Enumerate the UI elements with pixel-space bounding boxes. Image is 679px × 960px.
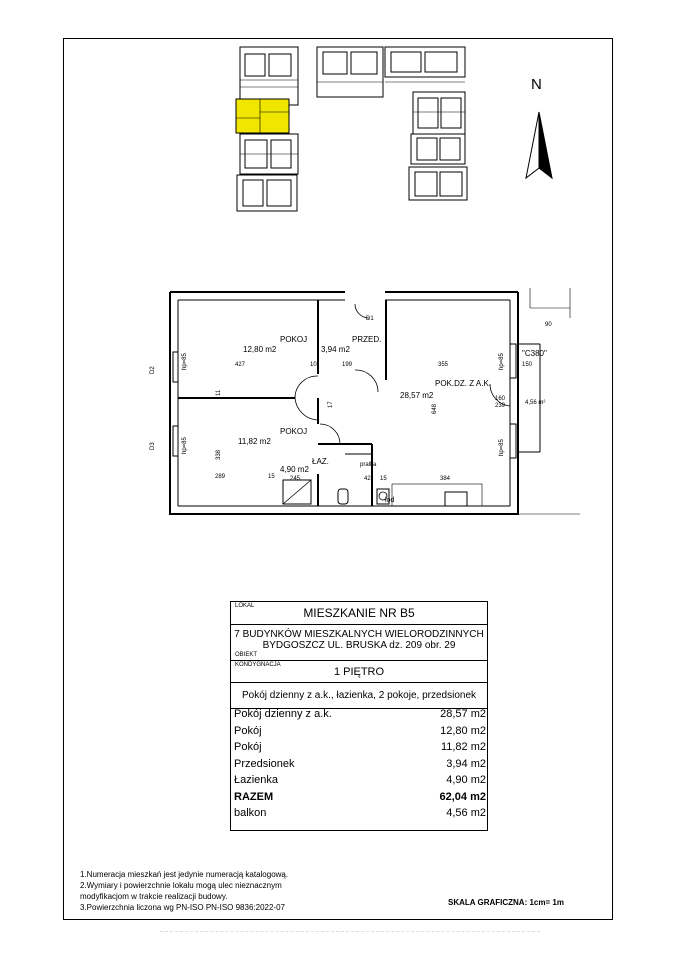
dim-355: 355 <box>438 362 449 368</box>
row-value: 28,57 m2 <box>440 708 486 720</box>
dim-239: 239 <box>495 403 506 409</box>
room-label-pokoj-2: POKOJ <box>280 427 308 436</box>
row-value: 4,90 m2 <box>446 774 486 786</box>
object-line-2: BYDGOSZCZ UL. BRUSKA dz. 209 obr. 29 <box>262 640 456 651</box>
row-label: Przedsionek <box>234 757 295 770</box>
row-label: balkon <box>234 807 267 819</box>
kondygnacja-label: KONDYGNACJA <box>235 662 281 668</box>
row-label: Łazienka <box>234 774 279 786</box>
balcony-area: 4,56 m² <box>525 400 546 406</box>
apartment-number: MIESZKANIE NR B5 <box>303 606 415 620</box>
dim-10: 10 <box>310 362 317 368</box>
room-area-przed: 3,94 m2 <box>321 345 350 354</box>
table-row <box>230 741 488 758</box>
object-line-1: 7 BUDYNKÓW MIESZKALNYCH WIELORODZINNYCH <box>234 629 484 640</box>
dim-648: 648 <box>432 403 438 414</box>
row-value: 62,04 m2 <box>439 790 486 803</box>
row-label: Pokój dzienny z a.k. <box>234 708 332 720</box>
dim-245: 245 <box>290 476 301 482</box>
note-line: 2.Wymiary i powierzchnie lokalu mogą ulec nieznacznym <box>80 881 282 890</box>
dim-160: 160 <box>495 396 506 402</box>
note-line: 3.Powierzchnia liczona wg PN-ISO PN-ISO 9836:2022-07 <box>80 903 285 912</box>
dim-199: 199 <box>342 362 353 368</box>
highlighted-apartment <box>236 99 289 133</box>
footer-rule <box>160 931 540 932</box>
room-area-dzienny: 28,57 m2 <box>400 391 434 400</box>
apartment-description: Pokój dzienny z a.k., łazienka, 2 pokoje, przedsionek <box>241 690 477 701</box>
note-line: modyfikacjom w trakcie realizacji budowy. <box>80 892 228 901</box>
table-row <box>230 758 488 775</box>
row-value: 4,56 m2 <box>446 807 486 819</box>
dim-11: 11 <box>216 389 222 396</box>
table-row <box>230 774 488 791</box>
dim-427: 427 <box>235 362 246 368</box>
dim-17: 17 <box>328 401 334 408</box>
balcony-label: "C380" <box>522 349 547 358</box>
table-row <box>230 708 488 725</box>
door-tag-d3: D3 <box>150 442 156 450</box>
label-lod: lod <box>385 497 395 504</box>
table-row <box>230 807 488 824</box>
dim-15-left: 15 <box>268 474 275 480</box>
dim-289: 289 <box>215 474 226 480</box>
site-key-plan <box>225 42 475 214</box>
row-label: Pokój <box>234 741 262 753</box>
floor-value: 1 PIĘTRO <box>333 666 385 678</box>
room-area-pokoj-1: 12,80 m2 <box>243 345 277 354</box>
row-value: 12,80 m2 <box>440 724 486 737</box>
dim-hp85-3: hp=85 <box>499 353 505 370</box>
floor-plan <box>140 284 580 524</box>
dim-hp85-2: hp=85 <box>182 437 188 454</box>
row-value: 11,82 m2 <box>440 741 486 753</box>
dim-hp85-4: hp=85 <box>499 439 505 456</box>
obiekt-label: OBIEKT <box>235 652 258 658</box>
room-label-pokoj-1: POKOJ <box>280 335 308 344</box>
room-label-dzienny: POK.DZ. Z A.K. <box>435 379 492 388</box>
room-area-laz: 4,90 m2 <box>280 465 309 474</box>
label-pralka: pralka <box>360 462 377 468</box>
row-label: RAZEM <box>234 790 274 803</box>
door-tag-d2: D2 <box>150 366 156 374</box>
lokal-label: LOKAL <box>235 603 255 609</box>
notes <box>80 869 288 913</box>
north-label: N <box>531 76 542 93</box>
room-area-pokoj-2: 11,82 m2 <box>238 437 271 446</box>
north-arrow-icon <box>522 110 556 182</box>
room-label-laz: ŁAZ. <box>312 457 329 466</box>
room-label-przed: PRZED. <box>352 335 382 344</box>
table-row-total <box>230 791 488 808</box>
dim-hp85-1: hp=85 <box>182 353 188 370</box>
dim-384: 384 <box>440 476 451 482</box>
dim-338: 338 <box>216 449 222 460</box>
row-value: 3,94 m2 <box>446 757 486 770</box>
graphic-scale: SKALA GRAFICZNA: 1cm= 1m <box>448 898 564 907</box>
dim-42: 42 <box>364 476 371 482</box>
table-row <box>230 725 488 742</box>
area-table <box>230 708 488 824</box>
dim-150: 150 <box>522 362 533 368</box>
dim-90: 90 <box>545 322 552 328</box>
note-line: 1.Numeracja mieszkań jest jedynie numeracją katalogową. <box>80 870 289 879</box>
row-label: Pokój <box>234 724 262 737</box>
dim-15-right: 15 <box>380 476 387 482</box>
door-tag-d1: D1 <box>366 316 374 322</box>
